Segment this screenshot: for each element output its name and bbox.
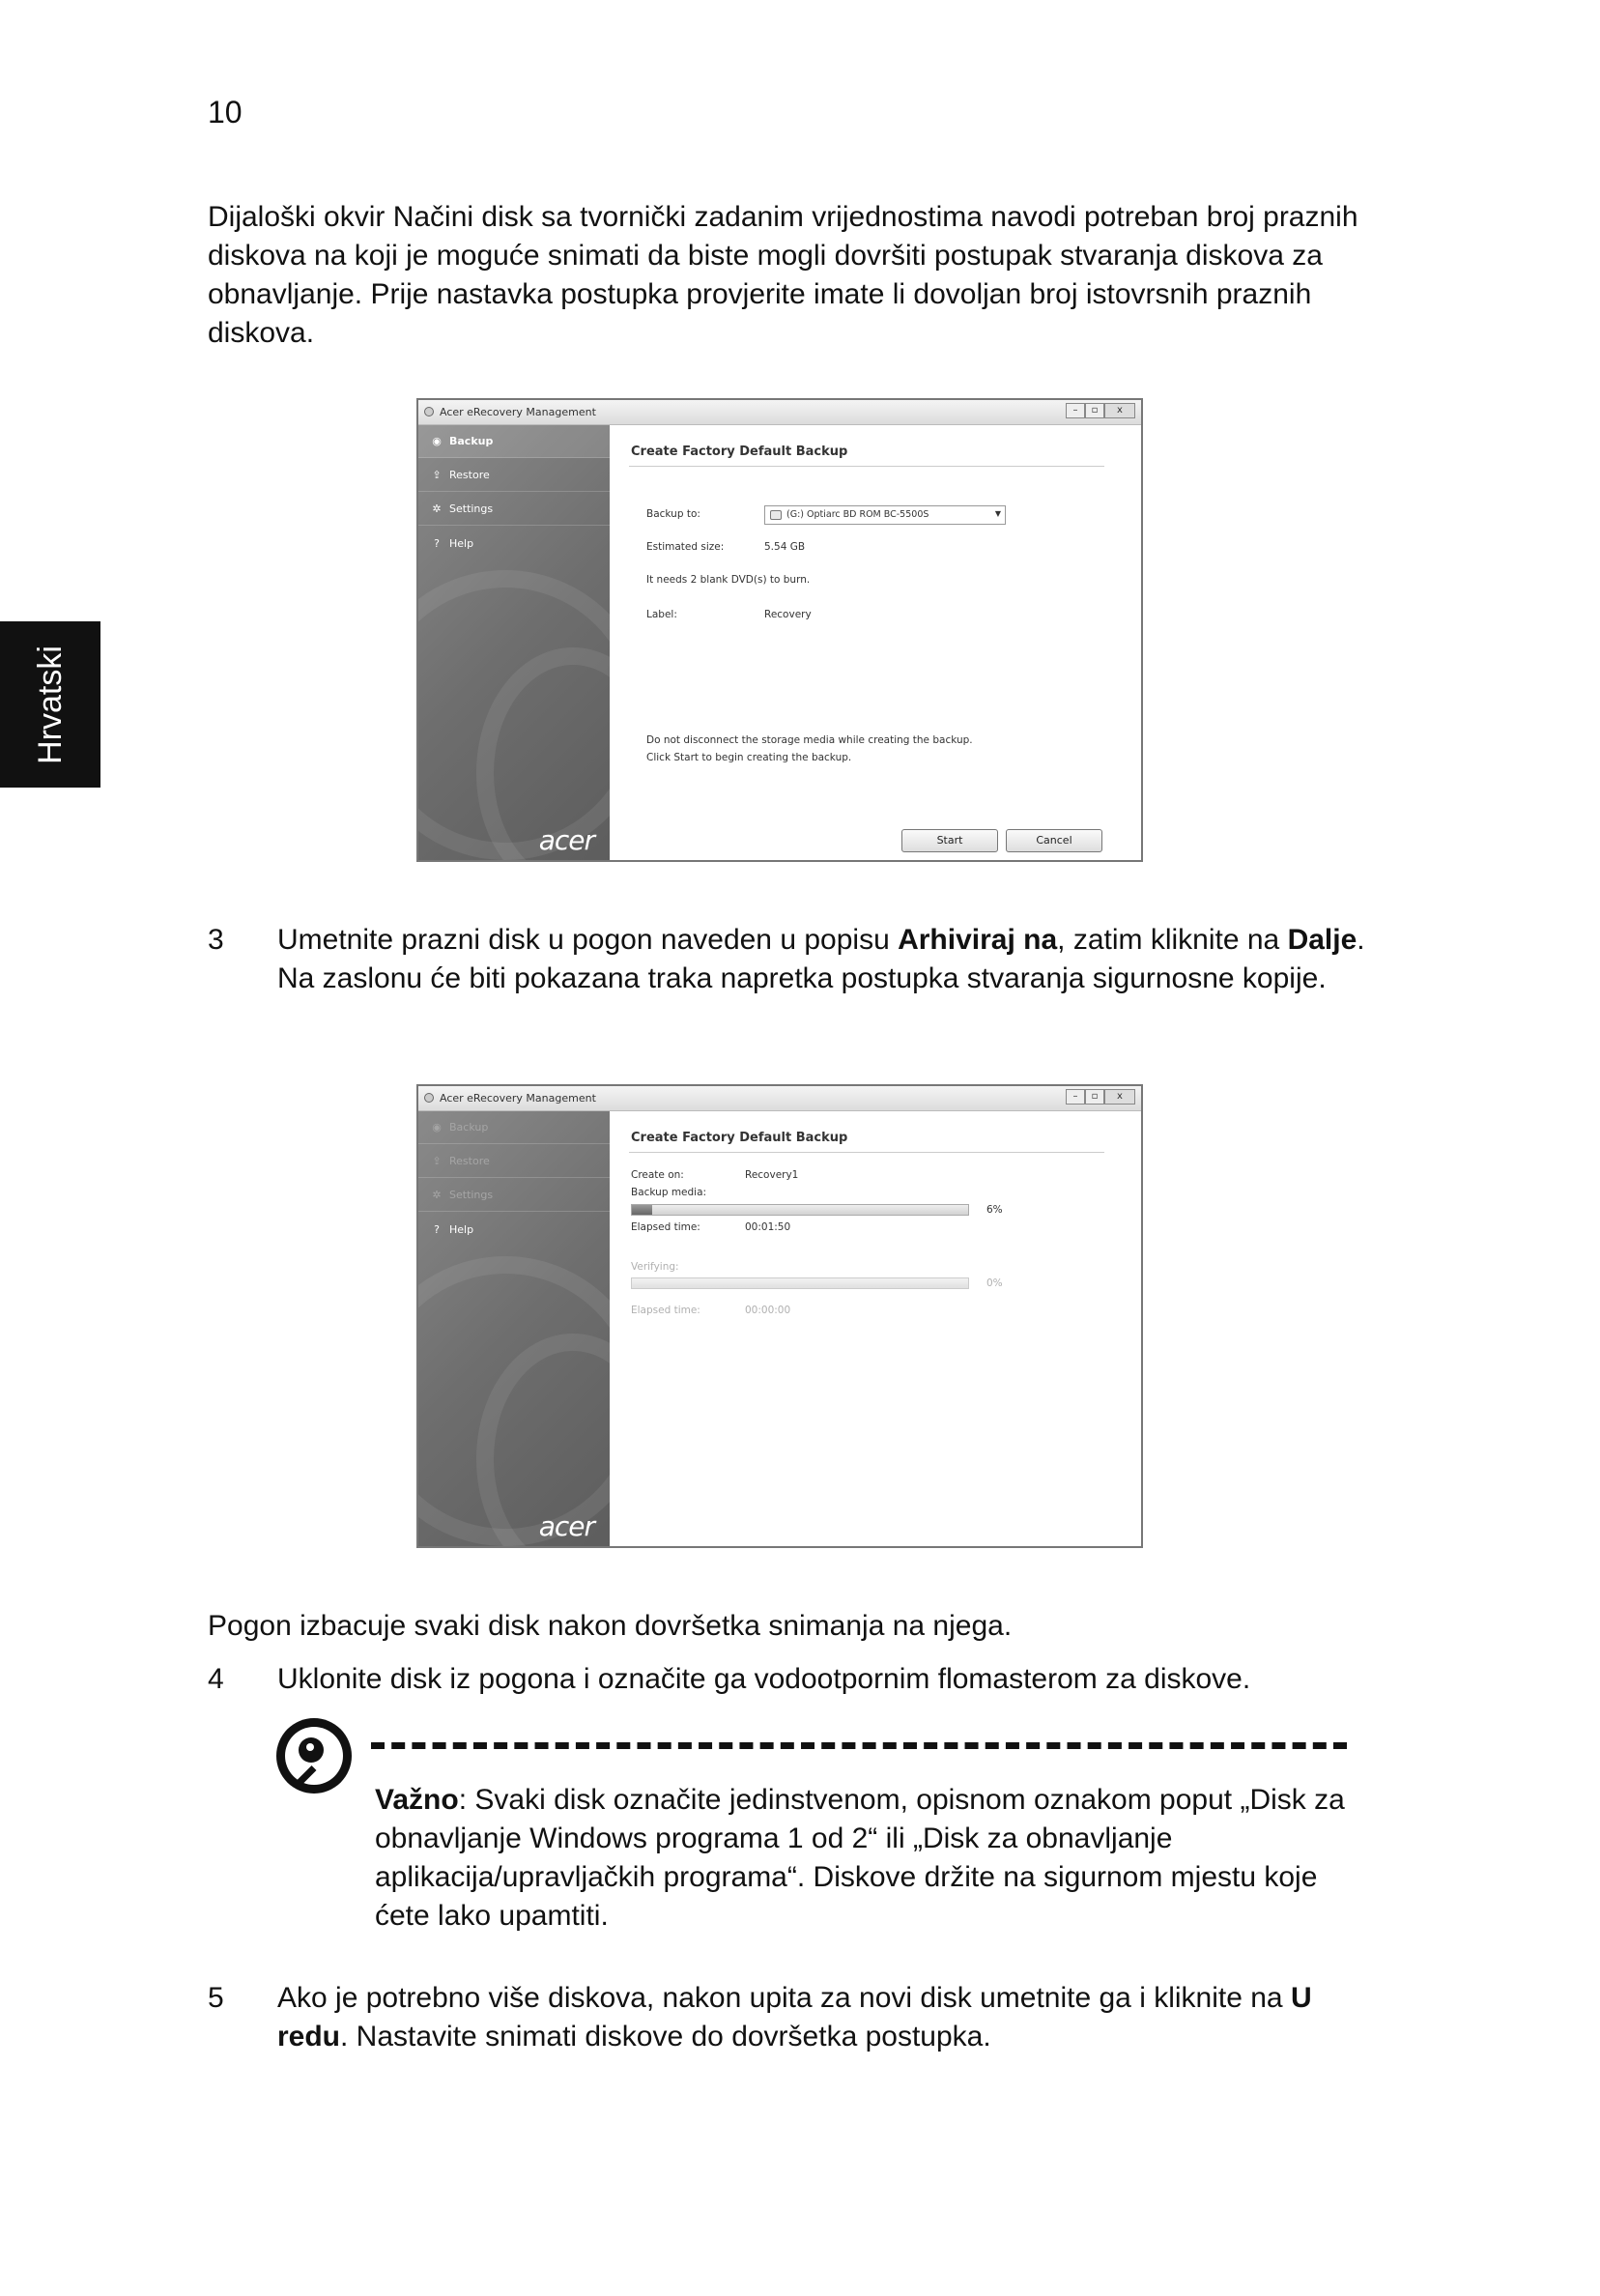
warning-line-1: Do not disconnect the storage media while creating the backup. [646,734,973,746]
nav-item-settings[interactable] [418,493,610,526]
after-paragraph: Pogon izbacuje svaki disk nakon dovršetka snimanja na njega. [208,1610,1013,1642]
help-icon: ? [434,1222,440,1236]
step-number: 5 [208,1982,224,2014]
language-tab [0,621,100,788]
nav-label: Help [449,536,474,550]
estimated-size-label: Estimated size: [646,541,725,553]
heading-divider [629,466,1104,467]
close-button[interactable]: x [1104,403,1135,418]
sidebar [418,1111,610,1548]
restore-icon: ⇪ [432,469,442,481]
dialog-heading: Create Factory Default Backup [631,445,848,459]
dialog-heading: Create Factory Default Backup [631,1131,848,1145]
content-panel [610,425,1141,860]
step-text: Umetnite prazni disk u pogon naveden u popisu Arhiviraj na, zatim kliknite na Dalje. Na zaslonu će biti pokazana traka napretka postupka stvaranja sigurnosne kopije. [277,924,1365,994]
nav-item-restore[interactable] [418,459,610,492]
restore-icon: ⇪ [432,1155,442,1167]
language-tab-label: Hrvatski [31,645,69,764]
note-divider [371,1742,1347,1749]
help-icon: ? [434,536,440,550]
window-title: Acer eRecovery Management [440,1092,596,1105]
backup-icon: ◉ [432,1121,442,1134]
gear-icon: ✲ [432,502,442,515]
key-icon [276,1718,352,1794]
intro-paragraph: Dijaloški okvir Načini disk sa tvornički zadanim vrijednostima navodi potreban broj praznih diskova na koji je moguće snimati da biste mogli dovršiti postupak stvaranja diskova za obnavljanje. Prije nastavka postupka provjerite imate li dovoljan broj istovrsnih praznih diskova. [208,201,1358,349]
chevron-down-icon: ▼ [994,509,1001,518]
create-on-value: Recovery1 [745,1169,799,1181]
screenshot-backup-progress [416,1084,1143,1548]
verifying-label: Verifying: [631,1261,679,1273]
estimated-size-value: 5.54 GB [764,541,806,553]
nav-label: Backup [449,435,494,447]
step-number: 4 [208,1663,224,1695]
cancel-button[interactable]: Cancel [1006,829,1102,852]
nav-item-help[interactable] [418,527,610,560]
important-note: Važno: Svaki disk označite jedinstvenom, opisnom oznakom poput „Disk za obnavljanje Windows programa 1 od 2“ ili „Disk za obnavljanje aplikacija/upravljačkih programa“. Diskove držite na sigurnom mjestu koje ćete lako upamtiti. [375,1784,1345,1932]
backup-media-label: Backup media: [631,1187,707,1198]
warning-line-2: Click Start to begin creating the backup. [646,752,852,763]
blank-dvd-note: It needs 2 blank DVD(s) to burn. [646,574,811,586]
window-titlebar [418,1086,1141,1111]
nav-item-backup[interactable] [418,1111,610,1144]
elapsed-time-label: Elapsed time: [631,1221,700,1233]
backup-percent: 6% [986,1204,1003,1216]
backup-to-select[interactable] [764,505,1006,525]
drive-icon [770,510,782,520]
start-button[interactable]: Start [901,829,998,852]
elapsed-time-value: 00:01:50 [745,1221,791,1233]
nav-item-backup[interactable] [418,425,610,458]
elapsed-time-2-label: Elapsed time: [631,1305,700,1316]
close-button[interactable]: x [1104,1089,1135,1105]
window-titlebar [418,400,1141,425]
app-icon [424,407,434,416]
elapsed-time-2-value: 00:00:00 [745,1305,791,1316]
acer-logo: acer [538,824,594,856]
nav-item-help[interactable] [418,1213,610,1246]
nav-label: Restore [449,469,490,481]
heading-divider [629,1152,1104,1153]
nav-label: Backup [449,1121,489,1134]
backup-to-label: Backup to: [646,508,700,520]
nav-label: Help [449,1222,474,1236]
acer-logo: acer [538,1510,594,1542]
backup-to-value: (G:) Optiarc BD ROM BC-5500S [786,509,929,520]
step-text: Uklonite disk iz pogona i označite ga vodootpornim flomasterom za diskove. [277,1663,1251,1695]
nav-item-settings[interactable] [418,1179,610,1212]
verify-progress-bar [631,1277,969,1289]
window-title: Acer eRecovery Management [440,406,596,418]
verify-percent: 0% [986,1277,1003,1289]
maximize-button[interactable]: ▫ [1085,403,1104,418]
step-number: 3 [208,924,224,956]
backup-progress-bar [631,1204,969,1216]
nav-label: Restore [449,1155,490,1167]
nav-label: Settings [449,1189,494,1201]
page-number: 10 [208,95,243,129]
maximize-button[interactable]: ▫ [1085,1089,1104,1105]
backup-progress-fill [632,1205,652,1215]
step-text: Ako je potrebno više diskova, nakon upita za novi disk umetnite ga i kliknite na U redu. Nastavite snimati diskove do dovršetka postupka. [277,1982,1312,2052]
nav-label: Settings [449,502,494,515]
label-label: Label: [646,609,677,620]
gear-icon: ✲ [432,1189,442,1201]
content-panel [610,1111,1141,1546]
create-on-label: Create on: [631,1169,684,1181]
sidebar [418,425,610,862]
app-icon [424,1093,434,1103]
backup-icon: ◉ [432,435,442,447]
label-value: Recovery [764,609,812,620]
screenshot-backup-dialog [416,398,1143,862]
minimize-button[interactable]: – [1066,1089,1085,1105]
nav-item-restore[interactable] [418,1145,610,1178]
minimize-button[interactable]: – [1066,403,1085,418]
